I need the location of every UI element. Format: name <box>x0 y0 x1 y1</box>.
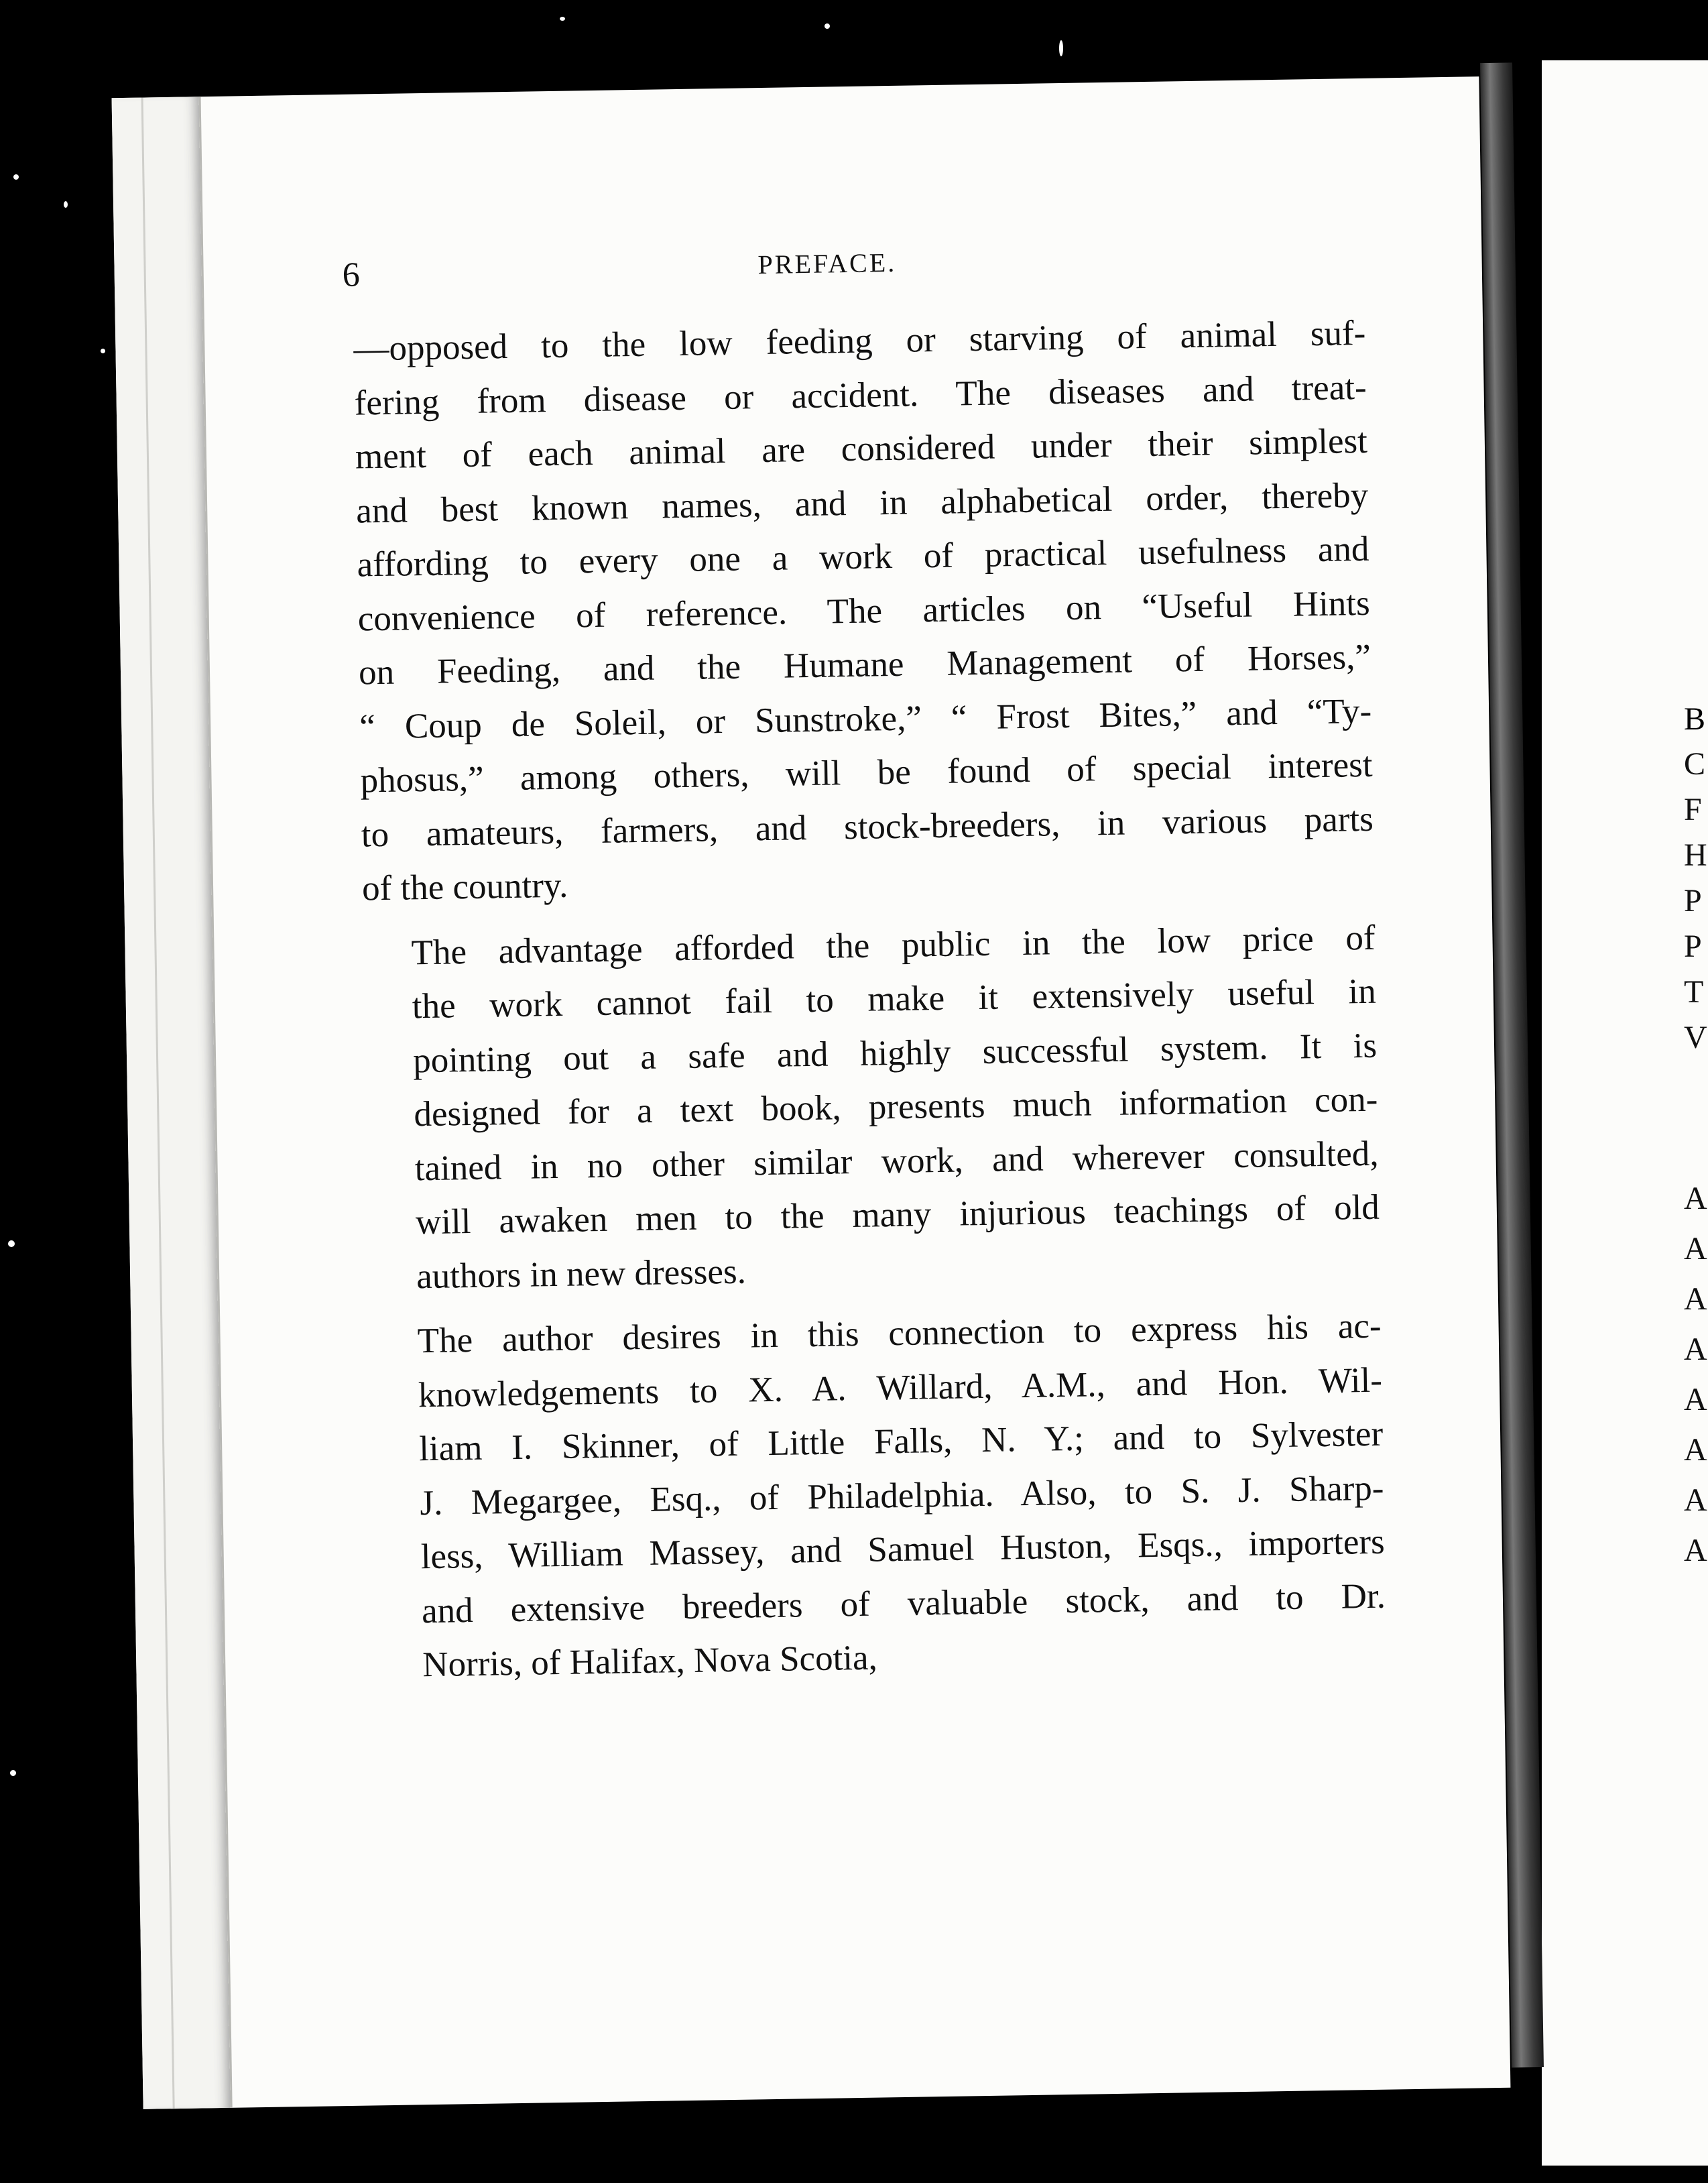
text-line: convenience of reference. The articles on “Useful Hints <box>357 583 1371 639</box>
running-title: PREFACE. <box>757 247 897 280</box>
text-line: Norris, of Halifax, Nova Scotia, <box>422 1638 878 1685</box>
text-line: pointing out a safe and highly successful system. It is <box>412 1026 1378 1080</box>
adjacent-page <box>1542 60 1708 2166</box>
text-line: and extensive breeders of valuable stock, and to Dr. <box>421 1576 1386 1631</box>
adjacent-letter: C <box>1684 746 1706 782</box>
adjacent-letter: A <box>1684 1533 1707 1568</box>
text-line: affording to every one a work of practical usefulness and <box>357 529 1369 585</box>
adjacent-letter: A <box>1684 1382 1707 1417</box>
adjacent-letter: A <box>1684 1281 1707 1317</box>
page-number: 6 <box>342 255 361 294</box>
text-line: liam I. Skinner, of Little Falls, N. Y.; and to Sylvester <box>418 1414 1384 1469</box>
text-line: —opposed to the low feeding or starving of animal suf- <box>353 313 1366 369</box>
text-line: J. Megargee, Esq., of Philadelphia. Also, to S. J. Sharp- <box>420 1468 1384 1523</box>
text-line: designed for a text book, presents much information con- <box>413 1079 1378 1134</box>
adjacent-letter: A <box>1684 1231 1707 1266</box>
adjacent-letter: B <box>1684 701 1706 737</box>
text-line: less, William Massey, and Samuel Huston, Esqs., importers <box>420 1522 1386 1577</box>
text-line: The author desires in this connection to express his ac- <box>417 1306 1382 1361</box>
adjacent-letter: F <box>1684 792 1702 827</box>
adjacent-letter: A <box>1684 1181 1707 1216</box>
text-line: authors in new dresses. <box>416 1252 747 1296</box>
adjacent-letter: P <box>1684 929 1702 964</box>
book-gutter <box>1480 62 1544 2067</box>
preface-body <box>353 306 1387 1693</box>
page-left-edge <box>112 97 233 2109</box>
text-line: ment of each animal are considered under their simplest <box>355 421 1368 477</box>
text-line: on Feeding, and the Humane Management of Horses,” <box>358 637 1371 693</box>
running-head <box>114 237 1482 299</box>
paragraph <box>363 910 1381 1304</box>
adjacent-letter: T <box>1684 974 1704 1010</box>
adjacent-letter: V <box>1684 1020 1707 1055</box>
adjacent-letter: A <box>1684 1432 1707 1468</box>
adjacent-letter: A <box>1684 1482 1707 1518</box>
paragraph <box>353 306 1375 916</box>
adjacent-letter: H <box>1684 837 1707 873</box>
text-line: knowledgements to X. A. Willard, A.M., and Hon. Wil- <box>418 1360 1383 1415</box>
text-line: phosus,” among others, will be found of special interest <box>360 745 1373 801</box>
text-line: and best known names, and in alphabetical order, thereby <box>355 475 1369 531</box>
paragraph <box>369 1299 1387 1693</box>
text-line: “ Coup de Soleil, or Sunstroke,” “ Frost Bites,” and “Ty- <box>359 691 1372 747</box>
adjacent-letter: A <box>1684 1332 1707 1367</box>
text-line: the work cannot fail to make it extensively useful in <box>412 971 1377 1026</box>
text-line: will awaken men to the many injurious teachings of old <box>415 1187 1380 1242</box>
text-line: of the country. <box>361 866 568 908</box>
book-page <box>112 76 1511 2109</box>
adjacent-letter: P <box>1684 883 1702 919</box>
text-line: tained in no other similar work, and wherever consulted, <box>414 1134 1379 1188</box>
text-line: fering from disease or accident. The diseases and treat- <box>354 367 1367 423</box>
text-line: to amateurs, farmers, and stock-breeders, in various parts <box>361 799 1374 854</box>
text-line: The advantage afforded the public in the low price of <box>411 918 1376 972</box>
